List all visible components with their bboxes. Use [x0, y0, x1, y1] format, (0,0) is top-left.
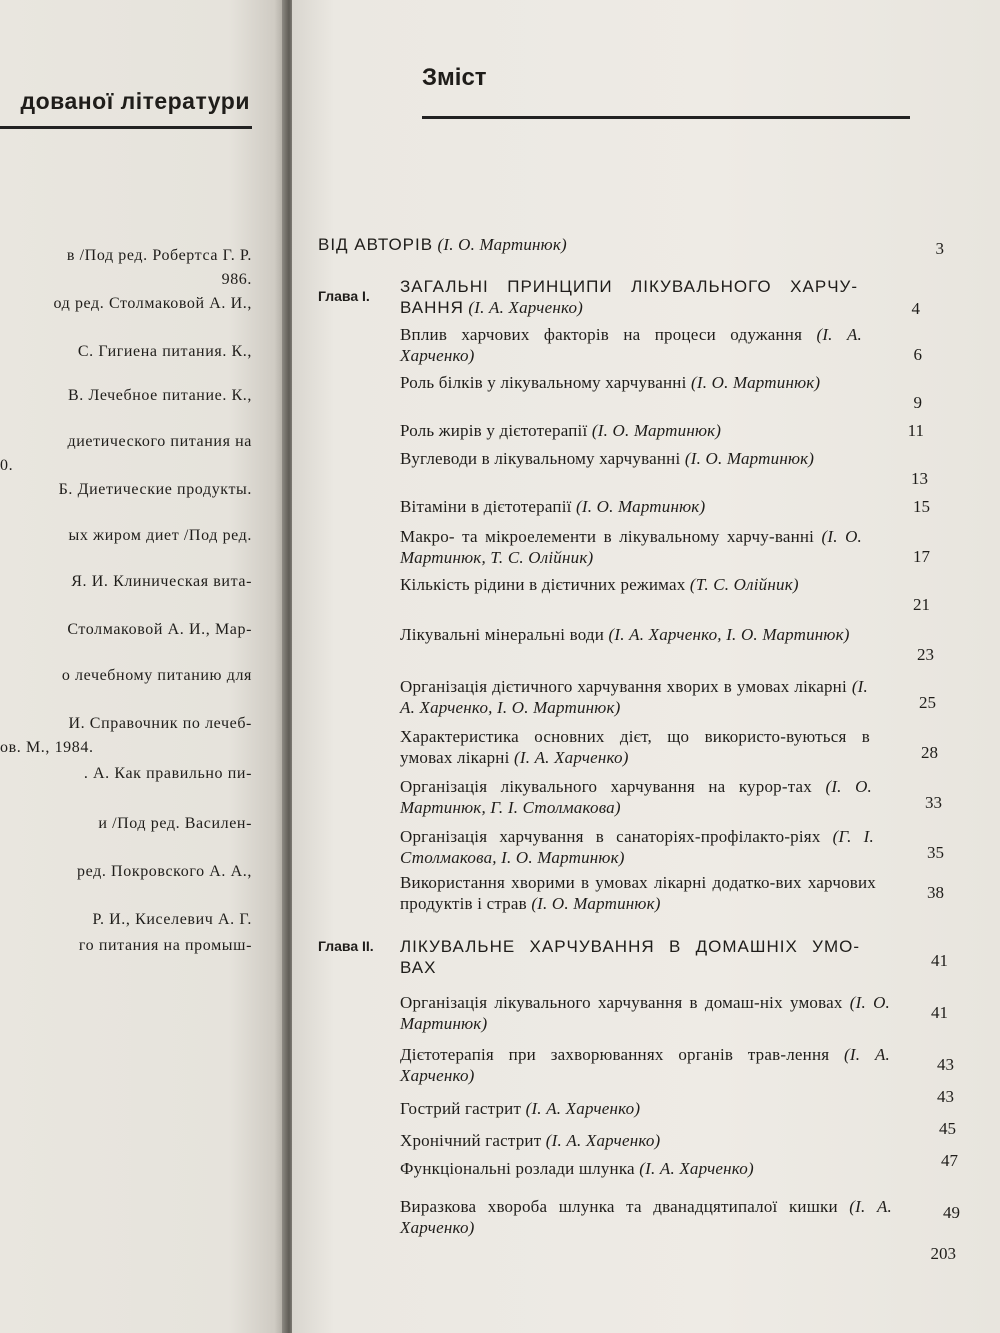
toc-entry: Роль жирів у дієтотерапії (І. О. Мартинюк): [400, 421, 722, 440]
bibliography-line: 0.: [0, 457, 14, 474]
bibliography-line: Я. И. Клиническая вита-: [71, 573, 252, 590]
bibliography-line: диетического питания на: [67, 433, 252, 450]
heading-rule: [0, 126, 252, 129]
toc-entry: Організація харчування в санаторіях-профілакто-ріях (Г. І. Столмакова, І. О. Мартинюк): [400, 827, 874, 867]
page-number: 15: [913, 497, 930, 516]
toc-entry: Функціональні розлади шлунка (І. А. Харченко): [400, 1159, 754, 1178]
page-number: 11: [907, 421, 924, 440]
page-number: 43: [937, 1055, 954, 1074]
page-number: 38: [927, 883, 944, 902]
page-number: 9: [913, 393, 922, 412]
page-number: 17: [913, 547, 930, 566]
page-number: 4: [911, 299, 920, 318]
toc-entry: Кількість рідини в дієтичних режимах (Т. С. Олійник): [400, 575, 799, 594]
bibliography-line: В. Лечебное питание. К.,: [68, 387, 252, 404]
page-number: 6: [913, 345, 922, 364]
toc-entry: Гострий гастрит (І. А. Харченко): [400, 1099, 641, 1118]
toc-entry: Використання хворими в умовах лікарні додатко-вих харчових продуктів і страв (І. О. Мартинюк): [400, 873, 876, 913]
folio-page-number: 203: [930, 1244, 956, 1263]
toc-entry: Вплив харчових факторів на процеси одужання (І. А. Харченко): [400, 325, 862, 365]
bibliography-line: Р. И., Киселевич А. Г.: [92, 911, 252, 928]
toc-entry-chapter-2: ЛІКУВАЛЬНЕ ХАРЧУВАННЯ В ДОМАШНІХ УМО-ВАХ: [400, 937, 860, 977]
toc-entry: Характеристика основних дієт, що використо-вуються в умовах лікарні (І. А. Харченко): [400, 727, 870, 767]
left-page: [0, 0, 286, 1333]
bibliography-line: од ред. Столмаковой А. И.,: [53, 295, 252, 312]
page-number: 3: [935, 239, 944, 258]
bibliography-line: 986.: [221, 271, 252, 288]
page-number: 21: [913, 595, 930, 614]
bibliography-line: ред. Покровского А. А.,: [77, 863, 252, 880]
toc-entry: Вуглеводи в лікувальному харчуванні (І. О. Мартинюк): [400, 449, 815, 468]
toc-title: Зміст: [422, 64, 487, 91]
bibliography-line: . А. Как правильно пи-: [83, 765, 252, 782]
toc-entry: Організація лікувального харчування на курор-тах (І. О. Мартинюк, Г. І. Столмакова): [400, 777, 872, 817]
bibliography-line: в /Под ред. Робертса Г. Р.: [66, 247, 252, 264]
toc-entry-front: ВІД АВТОРІВ (І. О. Мартинюк): [318, 235, 567, 254]
bibliography-line: Б. Диетические продукты.: [58, 481, 252, 498]
page-number: 45: [939, 1119, 956, 1138]
page-number: 25: [919, 693, 936, 712]
bibliography-line: ых жиром диет /Под ред.: [68, 527, 252, 544]
bibliography-line: И. Справочник по лечеб-: [68, 715, 252, 732]
title-rule: [422, 116, 910, 119]
page-number: 43: [937, 1087, 954, 1106]
toc-entry: Організація лікувального харчування в домаш-ніх умовах (І. О. Мартинюк): [400, 993, 890, 1033]
bibliography-line: и /Под ред. Василен-: [98, 815, 252, 832]
page-number: 41: [931, 951, 948, 970]
toc-entry: Лікувальні мінеральні води (І. А. Харченко, І. О. Мартинюк): [400, 625, 850, 644]
toc-entry-chapter-1: ЗАГАЛЬНІ ПРИНЦИПИ ЛІКУВАЛЬНОГО ХАРЧУ-ВАННЯ (І. А. Харченко): [400, 277, 858, 317]
right-page: [292, 0, 1000, 1333]
toc-entry: Хронічний гастрит (І. А. Харченко): [400, 1131, 661, 1150]
bibliography-line: го питания на промыш-: [78, 937, 252, 954]
bibliography-line: ов. М., 1984.: [0, 739, 94, 756]
page-number: 49: [943, 1203, 960, 1222]
toc-entry: Виразкова хвороба шлунка та дванадцятипалої кишки (І. А. Харченко): [400, 1197, 892, 1237]
chapter-label: Глава ІІ.: [318, 938, 374, 954]
toc-entry: Вітаміни в дієтотерапії (І. О. Мартинюк): [400, 497, 706, 516]
page-number: 41: [931, 1003, 948, 1022]
page-number: 28: [921, 743, 938, 762]
bibliography-line: о лечебному питанию для: [61, 667, 252, 684]
toc-entry: Організація дієтичного харчування хворих в умовах лікарні (І. А. Харченко, І. О. Мартинюк): [400, 677, 868, 717]
page-number: 47: [941, 1151, 958, 1170]
toc-entry: Дієтотерапія при захворюваннях органів трав-лення (І. А. Харченко): [400, 1045, 890, 1085]
bibliography-line: Столмаковой А. И., Мар-: [67, 621, 252, 638]
bibliography-heading: дованої літератури: [20, 88, 250, 114]
page-number: 33: [925, 793, 942, 812]
toc-entry: Роль білків у лікувальному харчуванні (І. О. Мартинюк): [400, 373, 821, 392]
toc-entry: Макро- та мікроелементи в лікувальному харчу-ванні (І. О. Мартинюк, Т. С. Олійник): [400, 527, 862, 567]
chapter-label: Глава І.: [318, 288, 370, 304]
page-number: 35: [927, 843, 944, 862]
page-number: 23: [917, 645, 934, 664]
page-number: 13: [911, 469, 928, 488]
bibliography-line: С. Гигиена питания. К.,: [77, 343, 252, 360]
